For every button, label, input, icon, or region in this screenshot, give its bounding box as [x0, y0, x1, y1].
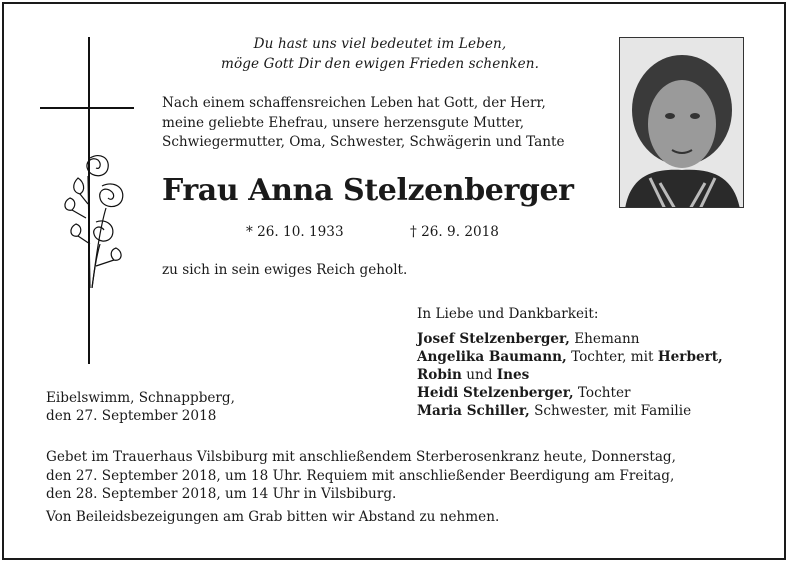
- birth-date: * 26. 10. 1933: [246, 224, 344, 240]
- thanks-heading: In Liebe und Dankbarkeit:: [417, 306, 599, 322]
- mourner-name: Robin: [417, 367, 462, 383]
- mourner-name: Angelika Baumann,: [417, 349, 567, 365]
- mourner-item: [417, 366, 723, 384]
- place-line: Eibelswimm, Schnappberg,: [46, 390, 235, 406]
- mourner-relation: und: [461, 367, 497, 383]
- mourner-name: Josef Stelzenberger,: [417, 331, 570, 347]
- mourner-item: [417, 384, 723, 402]
- mourner-relation: Tochter, mit: [566, 349, 658, 365]
- service-line: den 27. September 2018, um 18 Uhr. Requiem mit anschließender Beerdigung am Freitag,: [46, 467, 675, 484]
- service-line: Gebet im Trauerhaus Vilsbiburg mit anschließendem Sterberosenkranz heute, Donnerstag,: [46, 449, 676, 465]
- mourner-name: Heidi Stelzenberger,: [417, 385, 574, 401]
- mourner-relation: Ehemann: [569, 331, 640, 347]
- mourner-name: Ines: [496, 367, 530, 383]
- intro-text: [162, 94, 592, 153]
- condolence-note: Von Beileidsbezeigungen am Grab bitten wir Abstand zu nehmen.: [46, 508, 500, 525]
- death-date: † 26. 9. 2018: [410, 224, 499, 240]
- intro-line: Schwiegermutter, Oma, Schwester, Schwägerin und Tante: [162, 134, 565, 150]
- mourner-item: [417, 402, 723, 420]
- motto: [150, 34, 610, 74]
- mourner-item: [417, 348, 723, 366]
- deceased-name: Frau Anna Stelzenberger: [162, 173, 574, 208]
- date-line: den 27. September 2018: [46, 408, 217, 424]
- motto-line: möge Gott Dir den ewigen Frieden schenken.: [220, 56, 540, 72]
- rose-icon: [56, 148, 136, 288]
- mourner-relation: Tochter: [573, 385, 631, 401]
- motto-line: Du hast uns viel bedeutet im Leben,: [253, 36, 507, 52]
- closing-text: zu sich in sein ewiges Reich geholt.: [162, 262, 408, 278]
- service-info: [46, 448, 746, 526]
- mourner-name: Maria Schiller,: [417, 403, 530, 419]
- place-date: [46, 389, 235, 425]
- mourner-name: Herbert,: [657, 349, 723, 365]
- service-line: den 28. September 2018, um 14 Uhr in Vilsbiburg.: [46, 486, 397, 502]
- portrait-photo: [619, 37, 744, 208]
- mourners-list: [417, 330, 723, 420]
- portrait-image: [620, 38, 744, 208]
- mourner-item: [417, 330, 723, 348]
- cross-bar: [40, 107, 134, 109]
- mourner-relation: Schwester, mit Familie: [529, 403, 692, 419]
- intro-line: meine geliebte Ehefrau, unsere herzensgute Mutter,: [162, 114, 525, 131]
- intro-line: Nach einem schaffensreichen Leben hat Gott, der Herr,: [162, 95, 546, 111]
